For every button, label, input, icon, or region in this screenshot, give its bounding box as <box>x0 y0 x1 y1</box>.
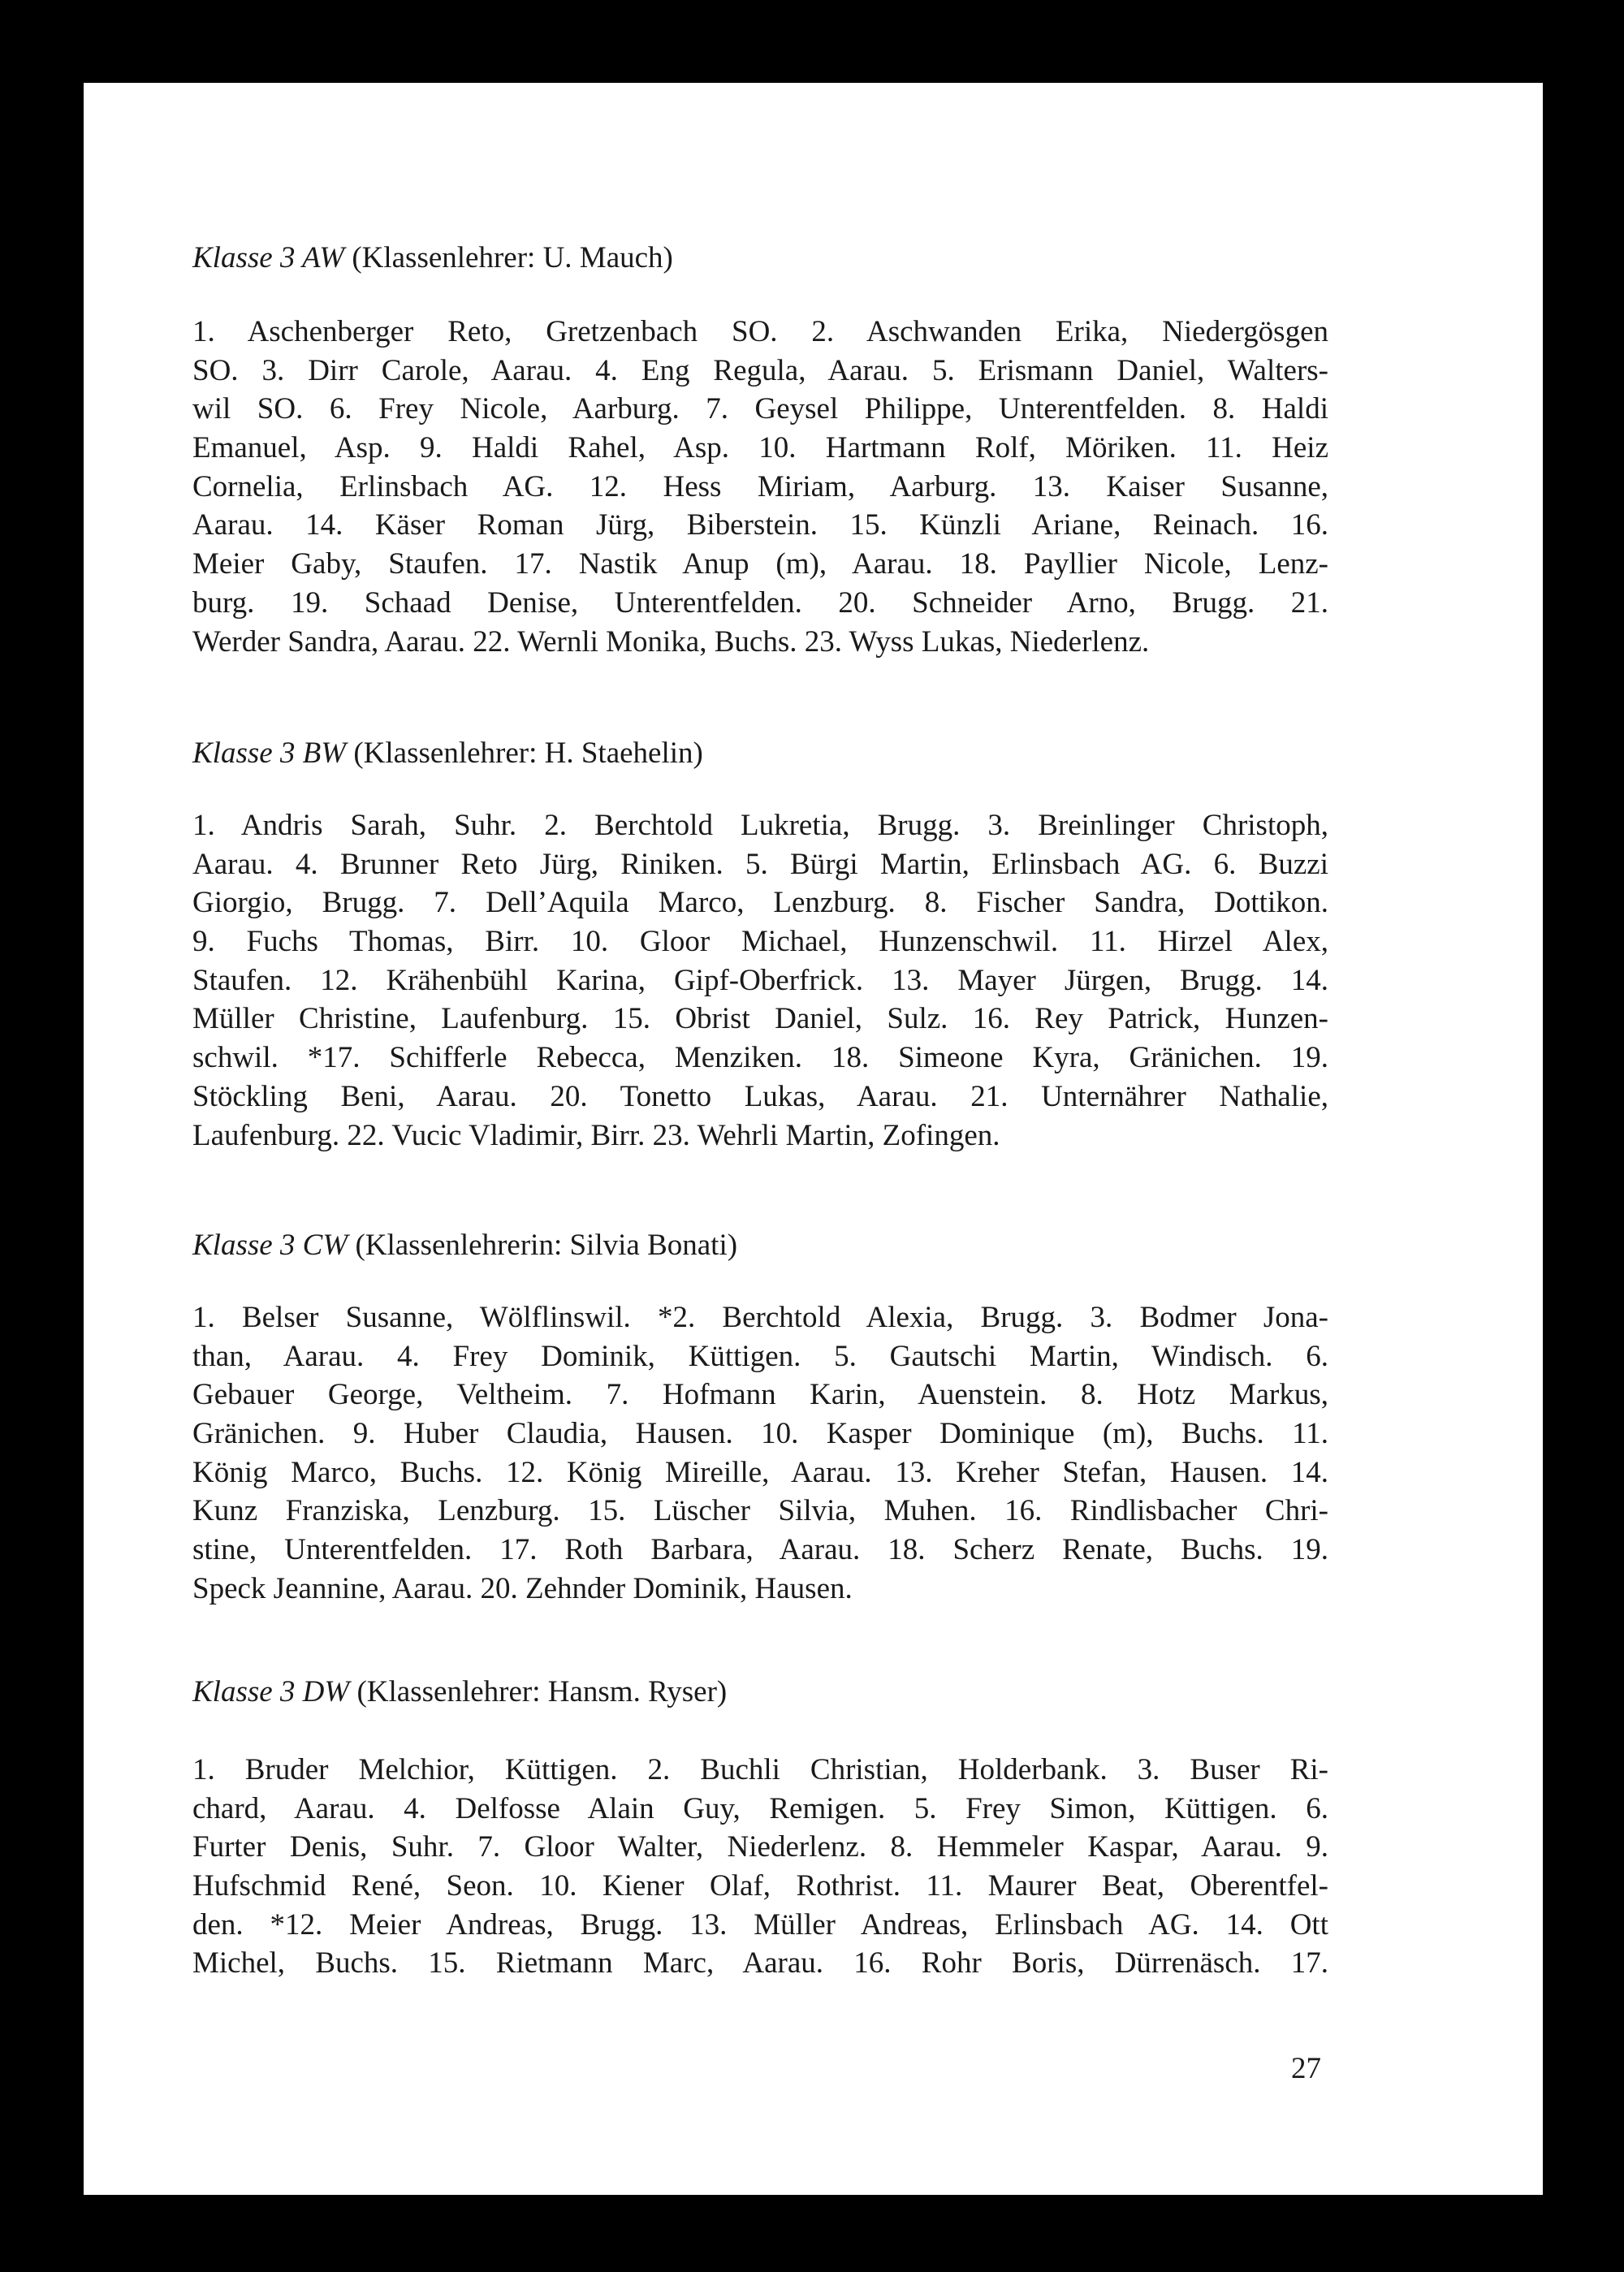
text-line: chard, Aarau. 4. Delfosse Alain Guy, Remigen. 5. Frey Simon, Küttigen. 6. <box>192 1791 1328 1825</box>
student-list <box>192 806 1328 1155</box>
text-line: 1. Aschenberger Reto, Gretzenbach SO. 2. Aschwanden Erika, Niedergösgen <box>192 315 1328 348</box>
text-line: Müller Christine, Laufenburg. 15. Obrist Daniel, Sulz. 16. Rey Patrick, Hunzen- <box>192 1002 1328 1036</box>
text-line: Emanuel, Asp. 9. Haldi Rahel, Asp. 10. Hartmann Rolf, Möriken. 11. Heiz <box>192 431 1328 465</box>
text-line: Michel, Buchs. 15. Rietmann Marc, Aarau. 16. Rohr Boris, Dürrenäsch. 17. <box>192 1946 1328 1980</box>
text-line: 1. Andris Sarah, Suhr. 2. Berchtold Lukretia, Brugg. 3. Breinlinger Christoph, <box>192 809 1328 842</box>
class-heading <box>192 239 673 278</box>
text-line: Gebauer George, Veltheim. 7. Hofmann Karin, Auenstein. 8. Hotz Markus, <box>192 1378 1328 1412</box>
teacher-label: (Klassenlehrerin: Silvia Bonati) <box>348 1229 738 1262</box>
page-number: 27 <box>1291 2052 1321 2085</box>
text-line: Meier Gaby, Staufen. 17. Nastik Anup (m), Aarau. 18. Payllier Nicole, Lenz- <box>192 547 1328 581</box>
teacher-label: (Klassenlehrer: U. Mauch) <box>344 241 673 274</box>
text-line: Speck Jeannine, Aarau. 20. Zehnder Dominik, Hausen. <box>192 1571 853 1605</box>
text-line: Hufschmid René, Seon. 10. Kiener Olaf, Rothrist. 11. Maurer Beat, Oberentfel- <box>192 1869 1328 1903</box>
text-line: 1. Bruder Melchior, Küttigen. 2. Buchli Christian, Holderbank. 3. Buser Ri- <box>192 1753 1328 1786</box>
text-line: den. *12. Meier Andreas, Brugg. 13. Müller Andreas, Erlinsbach AG. 14. Ott <box>192 1907 1328 1942</box>
teacher-label: (Klassenlehrer: H. Staehelin) <box>346 736 703 770</box>
text-line: Furter Denis, Suhr. 7. Gloor Walter, Niederlenz. 8. Hemmeler Kaspar, Aarau. 9. <box>192 1830 1328 1864</box>
student-list <box>192 1298 1328 1609</box>
text-line: Kunz Franziska, Lenzburg. 15. Lüscher Silvia, Muhen. 16. Rindlisbacher Chri- <box>192 1494 1328 1528</box>
text-line: than, Aarau. 4. Frey Dominik, Küttigen. 5. Gautschi Martin, Windisch. 6. <box>192 1339 1328 1373</box>
class-label: Klasse 3 DW <box>192 1675 350 1708</box>
student-list <box>192 313 1328 661</box>
text-line: Staufen. 12. Krähenbühl Karina, Gipf-Oberfrick. 13. Mayer Jürgen, Brugg. 14. <box>192 963 1328 997</box>
teacher-label: (Klassenlehrer: Hansm. Ryser) <box>349 1675 728 1708</box>
class-heading <box>192 1226 737 1265</box>
class-heading <box>192 1673 727 1712</box>
class-label: Klasse 3 CW <box>192 1229 348 1262</box>
text-line: 9. Fuchs Thomas, Birr. 10. Gloor Michael, Hunzenschwil. 11. Hirzel Alex, <box>192 925 1328 959</box>
text-line: stine, Unterentfelden. 17. Roth Barbara, Aarau. 18. Scherz Renate, Buchs. 19. <box>192 1533 1328 1567</box>
text-line: schwil. *17. Schifferle Rebecca, Menziken. 18. Simeone Kyra, Gränichen. 19. <box>192 1041 1328 1075</box>
text-line: 1. Belser Susanne, Wölflinswil. *2. Berchtold Alexia, Brugg. 3. Bodmer Jona- <box>192 1301 1328 1334</box>
text-line: Giorgio, Brugg. 7. Dell’Aquila Marco, Lenzburg. 8. Fischer Sandra, Dottikon. <box>192 886 1328 920</box>
text-line: Cornelia, Erlinsbach AG. 12. Hess Miriam, Aarburg. 13. Kaiser Susanne, <box>192 469 1328 503</box>
text-line: burg. 19. Schaad Denise, Unterentfelden. 20. Schneider Arno, Brugg. 21. <box>192 585 1328 620</box>
text-line: Laufenburg. 22. Vucic Vladimir, Birr. 23. Wehrli Martin, Zofingen. <box>192 1118 1000 1152</box>
text-line: wil SO. 6. Frey Nicole, Aarburg. 7. Geysel Philippe, Unterentfelden. 8. Haldi <box>192 392 1328 426</box>
class-label: Klasse 3 BW <box>192 736 347 770</box>
class-label: Klasse 3 AW <box>192 241 345 274</box>
text-line: Aarau. 14. Käser Roman Jürg, Biberstein. 15. Künzli Ariane, Reinach. 16. <box>192 508 1328 542</box>
class-heading <box>192 734 703 773</box>
student-list <box>192 1751 1328 1983</box>
text-line: Werder Sandra, Aarau. 22. Wernli Monika, Buchs. 23. Wyss Lukas, Niederlenz. <box>192 624 1150 659</box>
text-line: SO. 3. Dirr Carole, Aarau. 4. Eng Regula, Aarau. 5. Erismann Daniel, Walters- <box>192 353 1328 387</box>
text-line: Aarau. 4. Brunner Reto Jürg, Riniken. 5. Bürgi Martin, Erlinsbach AG. 6. Buzzi <box>192 847 1328 881</box>
text-line: Gränichen. 9. Huber Claudia, Hausen. 10. Kasper Dominique (m), Buchs. 11. <box>192 1417 1328 1451</box>
text-line: König Marco, Buchs. 12. König Mireille, Aarau. 13. Kreher Stefan, Hausen. 14. <box>192 1455 1328 1489</box>
text-line: Stöckling Beni, Aarau. 20. Tonetto Lukas, Aarau. 21. Unternährer Nathalie, <box>192 1079 1328 1113</box>
